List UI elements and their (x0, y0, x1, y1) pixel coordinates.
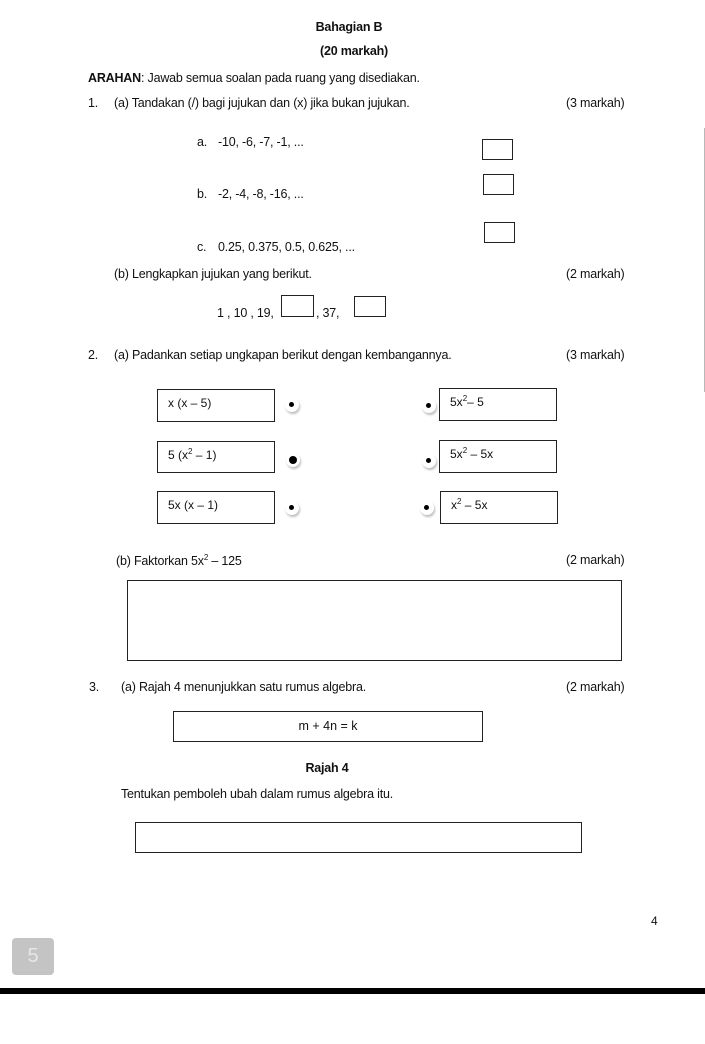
figure-caption: Rajah 4 (305, 761, 349, 775)
q2b-answer-box[interactable] (127, 580, 622, 661)
q3a-text: (a) Rajah 4 menunjukkan satu rumus algebra. (121, 680, 367, 694)
match-left-dot-3[interactable] (285, 501, 299, 515)
viewer-page-badge[interactable]: 5 (12, 938, 54, 975)
q1b-marks: (2 markah) (566, 267, 625, 281)
formula-box (173, 711, 483, 742)
match-right-dot-3[interactable] (420, 501, 434, 515)
match-left-dot-1[interactable] (285, 398, 299, 412)
expression-text: 5x (450, 447, 463, 461)
exponent: 2 (462, 446, 468, 455)
q2b-text (116, 553, 242, 568)
expression-text: 5 (x (168, 448, 189, 462)
section-title: Bahagian B (315, 20, 383, 34)
exponent: 2 (462, 394, 468, 403)
expression-text: 5x (450, 395, 463, 409)
expression-text: x (x – 5) (168, 396, 212, 410)
instruction-label: ARAHAN (88, 71, 141, 85)
page-number: 4 (651, 914, 658, 928)
q3a-prompt: Tentukan pemboleh ubah dalam rumus algebra itu. (121, 787, 394, 801)
q2a-marks: (3 markah) (566, 348, 625, 362)
exponent: 2 (188, 447, 193, 456)
q2a-text: (a) Padankan setiap ungkapan berikut dengan kembangannya. (114, 348, 452, 362)
q2b-text-tail: – 125 (208, 554, 242, 569)
q1a-item-b-label: b. (197, 187, 208, 201)
q1a-marks: (3 markah) (566, 96, 625, 110)
expression-text: – 5 (467, 395, 484, 409)
expression-text: – 1) (192, 448, 217, 462)
q1a-item-b-answer-box[interactable] (483, 174, 514, 195)
q1a-item-a-answer-box[interactable] (482, 139, 513, 160)
q1a-item-b-sequence: -2, -4, -8, -16, ... (218, 187, 304, 201)
page-separator-bar (0, 988, 705, 994)
expression-text: 5x (x – 1) (168, 498, 219, 512)
q3a-answer-box[interactable] (135, 822, 582, 853)
q1b-sequence-start: 1 , 10 , 19, (217, 306, 274, 320)
match-right-expression-1 (439, 388, 557, 421)
q2b-marks: (2 markah) (566, 553, 625, 567)
q1b-sequence-mid: , 37, (316, 306, 340, 320)
match-right-expression-2 (439, 440, 557, 473)
section-marks: (20 markah) (320, 44, 388, 58)
expression-text: – 5x (461, 498, 488, 512)
instructions (88, 71, 420, 85)
q2b-text-main: (b) Faktorkan 5x (116, 554, 204, 569)
q3a-marks: (2 markah) (566, 680, 625, 694)
exponent: 2 (203, 553, 209, 562)
match-left-dot-2[interactable] (286, 453, 300, 467)
match-left-expression-2 (157, 441, 275, 473)
instruction-text: : Jawab semua soalan pada ruang yang disediakan. (140, 71, 420, 85)
q1b-text: (b) Lengkapkan jujukan yang berikut. (114, 267, 312, 281)
q1a-item-a-label: a. (197, 135, 208, 149)
match-right-dot-1[interactable] (422, 399, 436, 413)
q1a-text: (a) Tandakan (/) bagi jujukan dan (x) jika bukan jujukan. (114, 96, 410, 110)
q1a-item-c-answer-box[interactable] (484, 222, 515, 243)
q1a-item-c-label: c. (197, 240, 207, 254)
q1a-item-c-sequence: 0.25, 0.375, 0.5, 0.625, ... (218, 240, 355, 254)
q1a-item-a-sequence: -10, -6, -7, -1, ... (218, 135, 304, 149)
q1-number: 1. (88, 96, 99, 110)
match-left-expression-3 (157, 491, 275, 524)
match-right-expression-3 (440, 491, 558, 524)
expression-text: – 5x (467, 447, 494, 461)
match-left-expression-1 (157, 389, 275, 422)
q2-number: 2. (88, 348, 99, 362)
expression-text: x (451, 498, 457, 512)
exponent: 2 (457, 497, 462, 506)
formula-text: m + 4n = k (298, 719, 358, 733)
q1b-blank-box-2[interactable] (354, 296, 386, 317)
q3-number: 3. (89, 680, 100, 694)
q1b-blank-box-1[interactable] (281, 295, 314, 317)
match-right-dot-2[interactable] (422, 454, 436, 468)
